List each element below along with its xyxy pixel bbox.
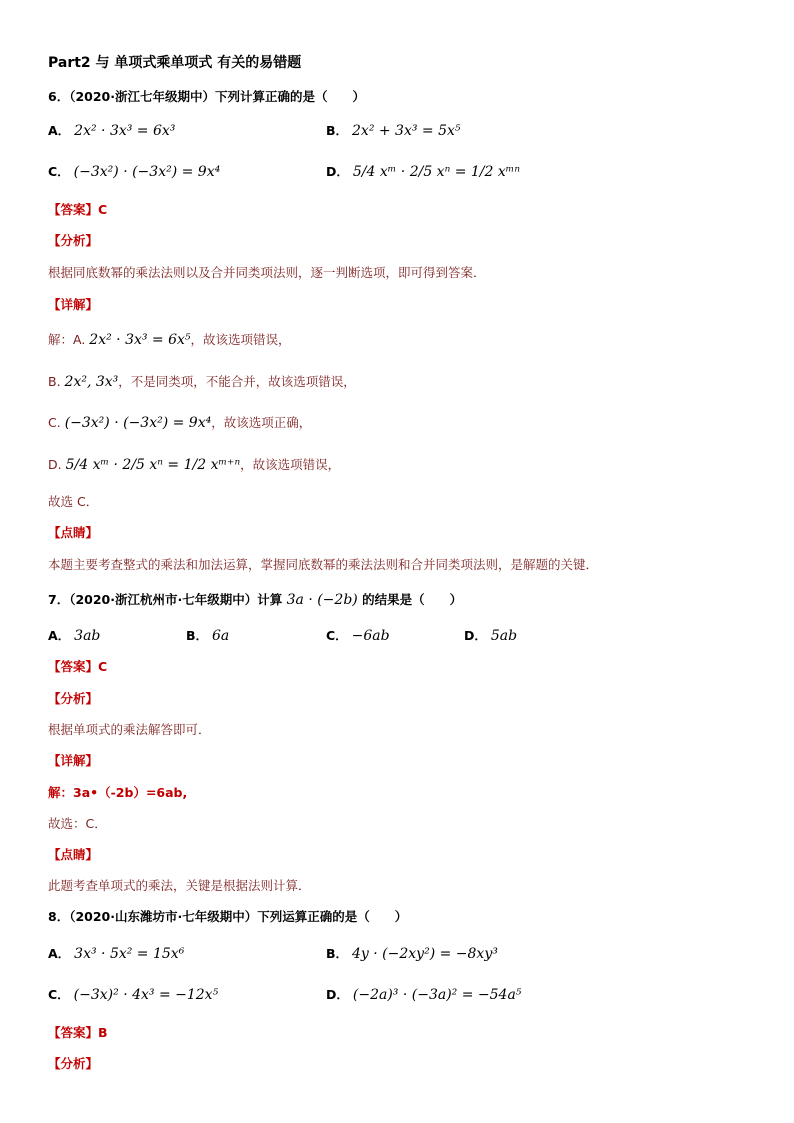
q6-option-b: B． 2x² + 3x³ = 5x⁵: [326, 123, 461, 139]
q7-conclusion: 故选：C．: [48, 816, 107, 831]
q7-detail-label: 【详解】: [48, 753, 99, 768]
q7-detail: 解：3a•（-2b）=6ab,: [48, 785, 188, 800]
q8-option-a: A． 3x³ · 5x² = 15x⁶: [48, 946, 185, 962]
q6-analysis-label: 【分析】: [48, 233, 99, 248]
q6-detail-d: D. 5/4 xᵐ · 2/5 xⁿ = 1/2 xᵐ⁺ⁿ，故该选项错误，: [48, 457, 341, 473]
q6-answer: 【答案】C: [48, 202, 108, 217]
q7-option-a: A． 3ab: [48, 628, 101, 644]
q7-analysis-label: 【分析】: [48, 691, 99, 706]
q6-option-c: C． (−3x²) · (−3x²) = 9x⁴: [48, 164, 221, 180]
q6-analysis: 根据同底数幂的乘法法则以及合并同类项法则，逐一判断选项，即可得到答案．: [48, 265, 486, 280]
q6-comment: 本题主要考查整式的乘法和加法运算，掌握同底数幂的乘法法则和合并同类项法则，是解题的关键．: [48, 557, 599, 572]
q7-stem: 7．（2020·浙江杭州市·七年级期中）计算 3a · (−2b) 的结果是（ ）: [48, 592, 463, 608]
q6-option-a-expr: 2x² · 3x³ = 6x³: [74, 123, 176, 139]
q6-detail-b: B. 2x², 3x³，不是同类项，不能合并，故该选项错误，: [48, 374, 356, 390]
q7-comment: 此题考查单项式的乘法，关键是根据法则计算．: [48, 878, 311, 893]
q6-option-c-expr: (−3x²) · (−3x²) = 9x⁴: [73, 164, 221, 180]
q6-comment-label: 【点睛】: [48, 525, 99, 540]
q6-option-b-expr: 2x² + 3x³ = 5x⁵: [352, 123, 461, 139]
q7-answer: 【答案】C: [48, 659, 108, 674]
q6-option-a: A． 2x² · 3x³ = 6x³: [48, 123, 176, 139]
q7-option-d: D． 5ab: [464, 628, 518, 644]
q6-option-d: D． 5/4 xᵐ · 2/5 xⁿ = 1/2 xᵐⁿ: [326, 164, 521, 180]
q6-option-d-expr: 5/4 xᵐ · 2/5 xⁿ = 1/2 xᵐⁿ: [352, 164, 521, 180]
q8-option-b: B． 4y · (−2xy²) = −8xy³: [326, 946, 498, 962]
q6-detail-a: 解：A. 2x² · 3x³ = 6x⁵，故该选项错误，: [48, 332, 291, 348]
q8-stem: 8．（2020·山东潍坊市·七年级期中）下列运算正确的是（ ）: [48, 909, 408, 924]
q7-analysis: 根据单项式的乘法解答即可．: [48, 722, 211, 737]
q8-analysis-label: 【分析】: [48, 1056, 99, 1071]
q8-option-d: D． (−2a)³ · (−3a)² = −54a⁵: [326, 987, 522, 1003]
section-title: Part2 与 单项式乘单项式 有关的易错题: [48, 55, 302, 71]
q7-option-b: B． 6a: [186, 628, 230, 644]
q7-comment-label: 【点睛】: [48, 847, 99, 862]
q6-detail-label: 【详解】: [48, 297, 99, 312]
q6-conclusion: 故选 C．: [48, 494, 99, 509]
q8-option-c: C． (−3x)² · 4x³ = −12x⁵: [48, 987, 219, 1003]
q8-answer: 【答案】B: [48, 1025, 108, 1040]
q6-stem: 6．（2020·浙江七年级期中）下列计算正确的是（ ）: [48, 89, 365, 104]
q6-detail-c: C. (−3x²) · (−3x²) = 9x⁴，故该选项正确，: [48, 415, 312, 431]
q7-option-c: C． −6ab: [326, 628, 390, 644]
